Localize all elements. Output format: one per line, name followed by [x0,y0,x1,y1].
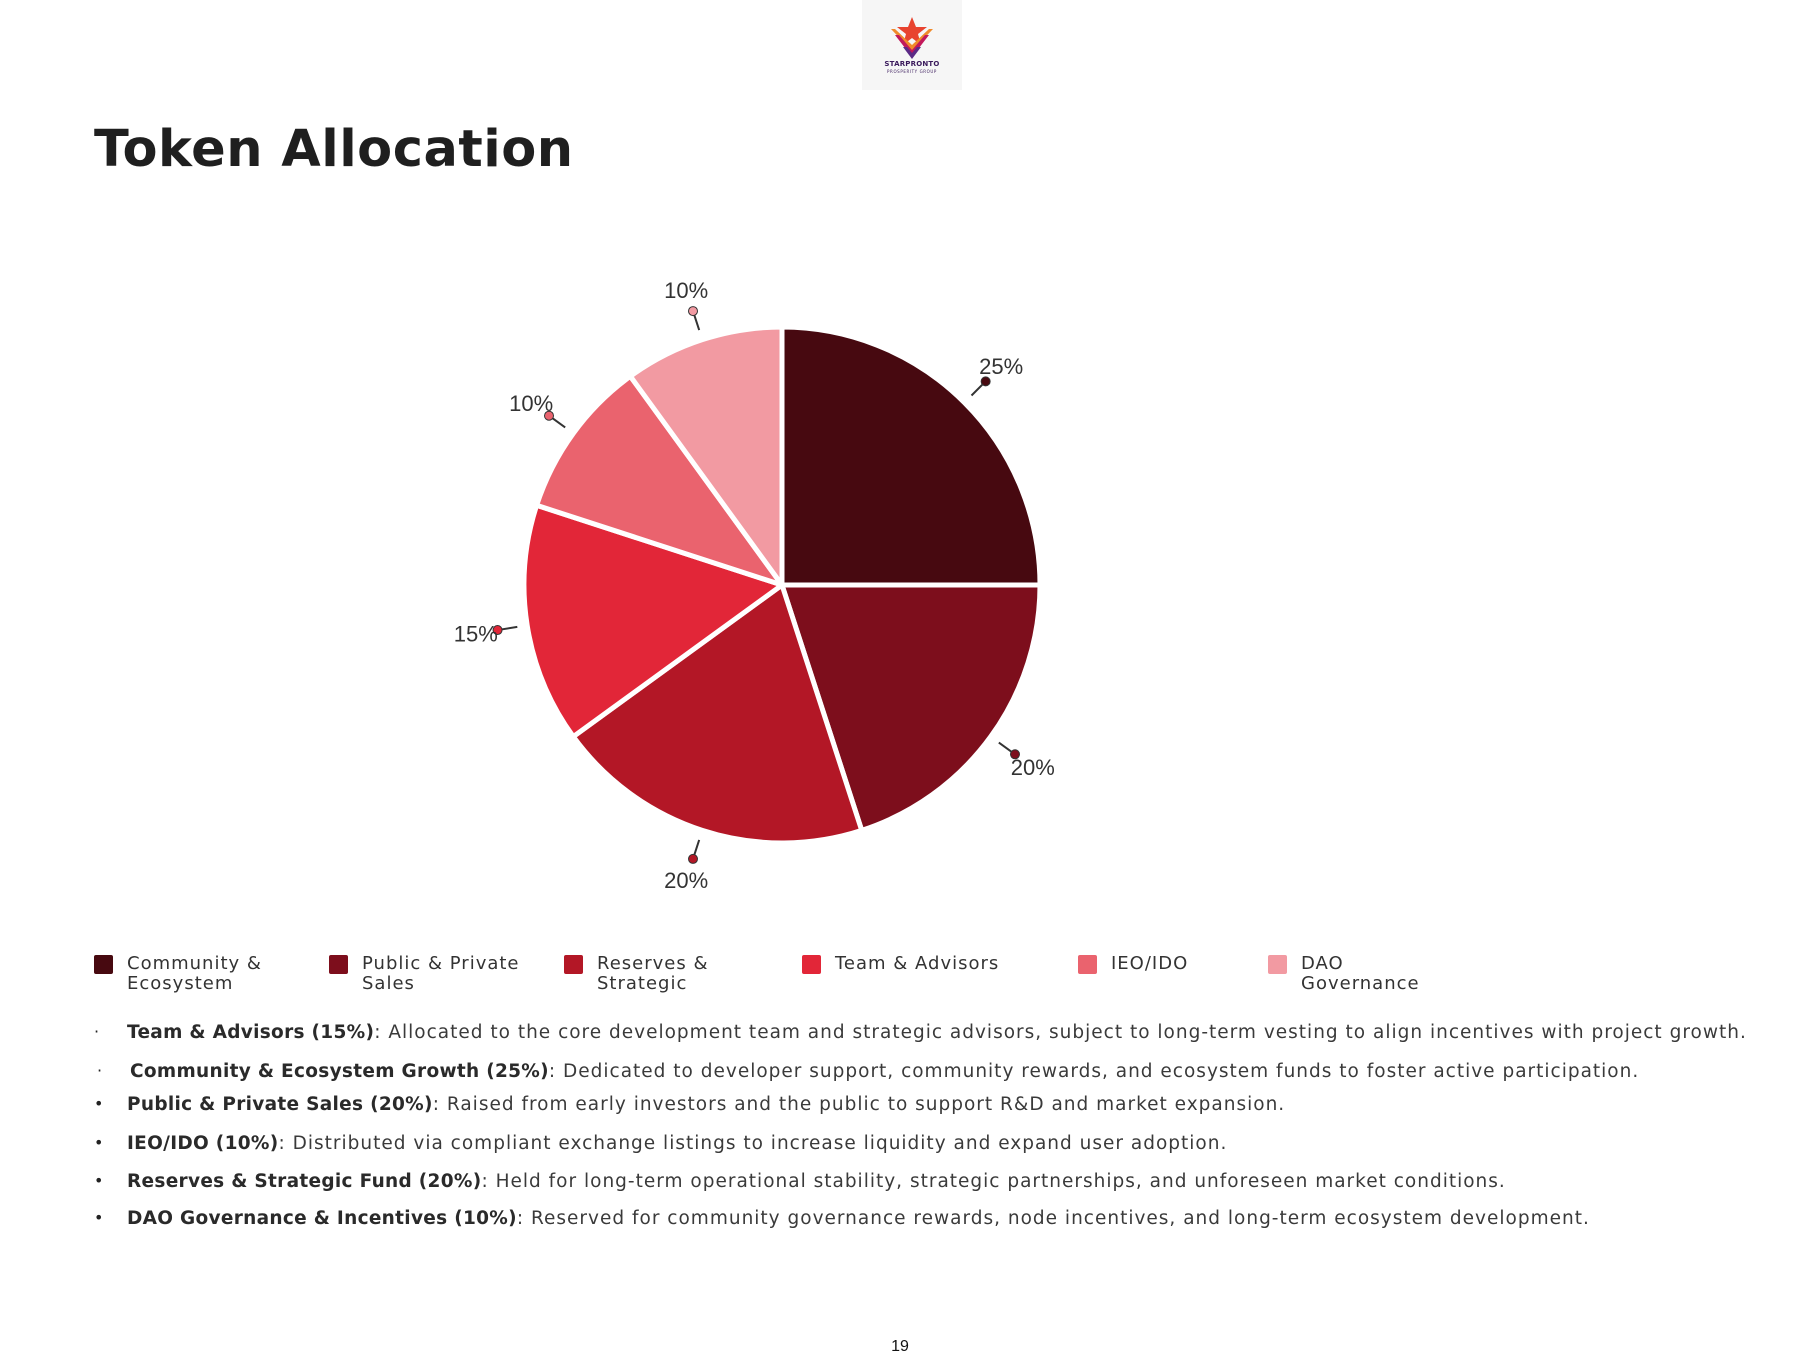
bullet-term: Team & Advisors (15%) [127,1022,375,1043]
legend-label: Reserves & Strategic [597,953,709,994]
bullet-term: Community & Ecosystem Growth (25%) [130,1061,549,1082]
pie-label-3: 15% [453,621,498,647]
page-number: 19 [891,1338,909,1355]
pie-leader-dot-5 [689,307,698,316]
bullet-marker: • [94,1171,105,1190]
bullet-marker: · [94,1022,101,1041]
legend-swatch [94,955,113,974]
bullet-marker: · [97,1061,104,1080]
bullet-text: : Held for long-term operational stability, strategic partnerships, and unforeseen market conditions. [481,1171,1506,1192]
pie-label-4: 10% [509,390,554,416]
legend-label: Team & Advisors [835,953,1000,974]
allocation-bullet [94,1171,1506,1192]
pie-label-5: 10% [664,278,709,304]
bullet-text: : Dedicated to developer support, community rewards, and ecosystem funds to foster active participation. [548,1061,1640,1082]
bullet-term: Reserves & Strategic Fund (20%) [127,1171,482,1192]
page-title: Token Allocation [94,120,574,179]
allocation-bullet [94,1208,1590,1229]
pie-label-1: 20% [1010,755,1055,781]
legend-label: DAO Governance [1301,953,1420,994]
bullet-text: : Reserved for community governance rewards, node incentives, and long-term ecosystem development. [516,1208,1590,1229]
legend-label: Public & Private Sales [362,953,520,994]
legend-swatch [1268,955,1287,974]
bullet-marker: • [94,1208,105,1227]
legend-swatch [564,955,583,974]
logo-subtitle: PROSPERITY GROUP [887,68,937,74]
legend-swatch [802,955,821,974]
bullet-text: : Raised from early investors and the public to support R&D and market expansion. [432,1094,1286,1115]
bullet-text: : Distributed via compliant exchange listings to increase liquidity and expand user adoption. [278,1133,1228,1154]
allocation-bullet [94,1133,1227,1154]
legend-item-5 [1268,954,1420,994]
allocation-bullet [97,1061,1639,1082]
allocation-bullet [94,1022,1747,1043]
bullet-text: : Allocated to the core development team and strategic advisors, subject to long-term vesting to align incentives with project growth. [374,1022,1747,1043]
bullet-marker: • [94,1094,105,1113]
bullet-term: Public & Private Sales (20%) [127,1094,433,1115]
legend-item-0 [94,954,262,994]
logo-name: STARPRONTO [884,59,940,68]
chart-legend [0,954,1800,1004]
bullet-marker: • [94,1133,105,1152]
legend-item-3 [802,954,999,974]
pie-label-0: 25% [979,353,1024,379]
legend-item-4 [1078,954,1188,974]
legend-swatch [329,955,348,974]
legend-item-2 [564,954,709,994]
allocation-bullet [94,1094,1285,1115]
bullet-term: DAO Governance & Incentives (10%) [127,1208,517,1229]
legend-label: IEO/IDO [1111,953,1189,974]
pie-label-2: 20% [664,867,709,893]
pie-leader-dot-2 [689,854,698,863]
legend-label: Community & Ecosystem [127,953,262,994]
bullet-term: IEO/IDO (10%) [127,1133,279,1154]
legend-item-1 [329,954,520,994]
legend-swatch [1078,955,1097,974]
